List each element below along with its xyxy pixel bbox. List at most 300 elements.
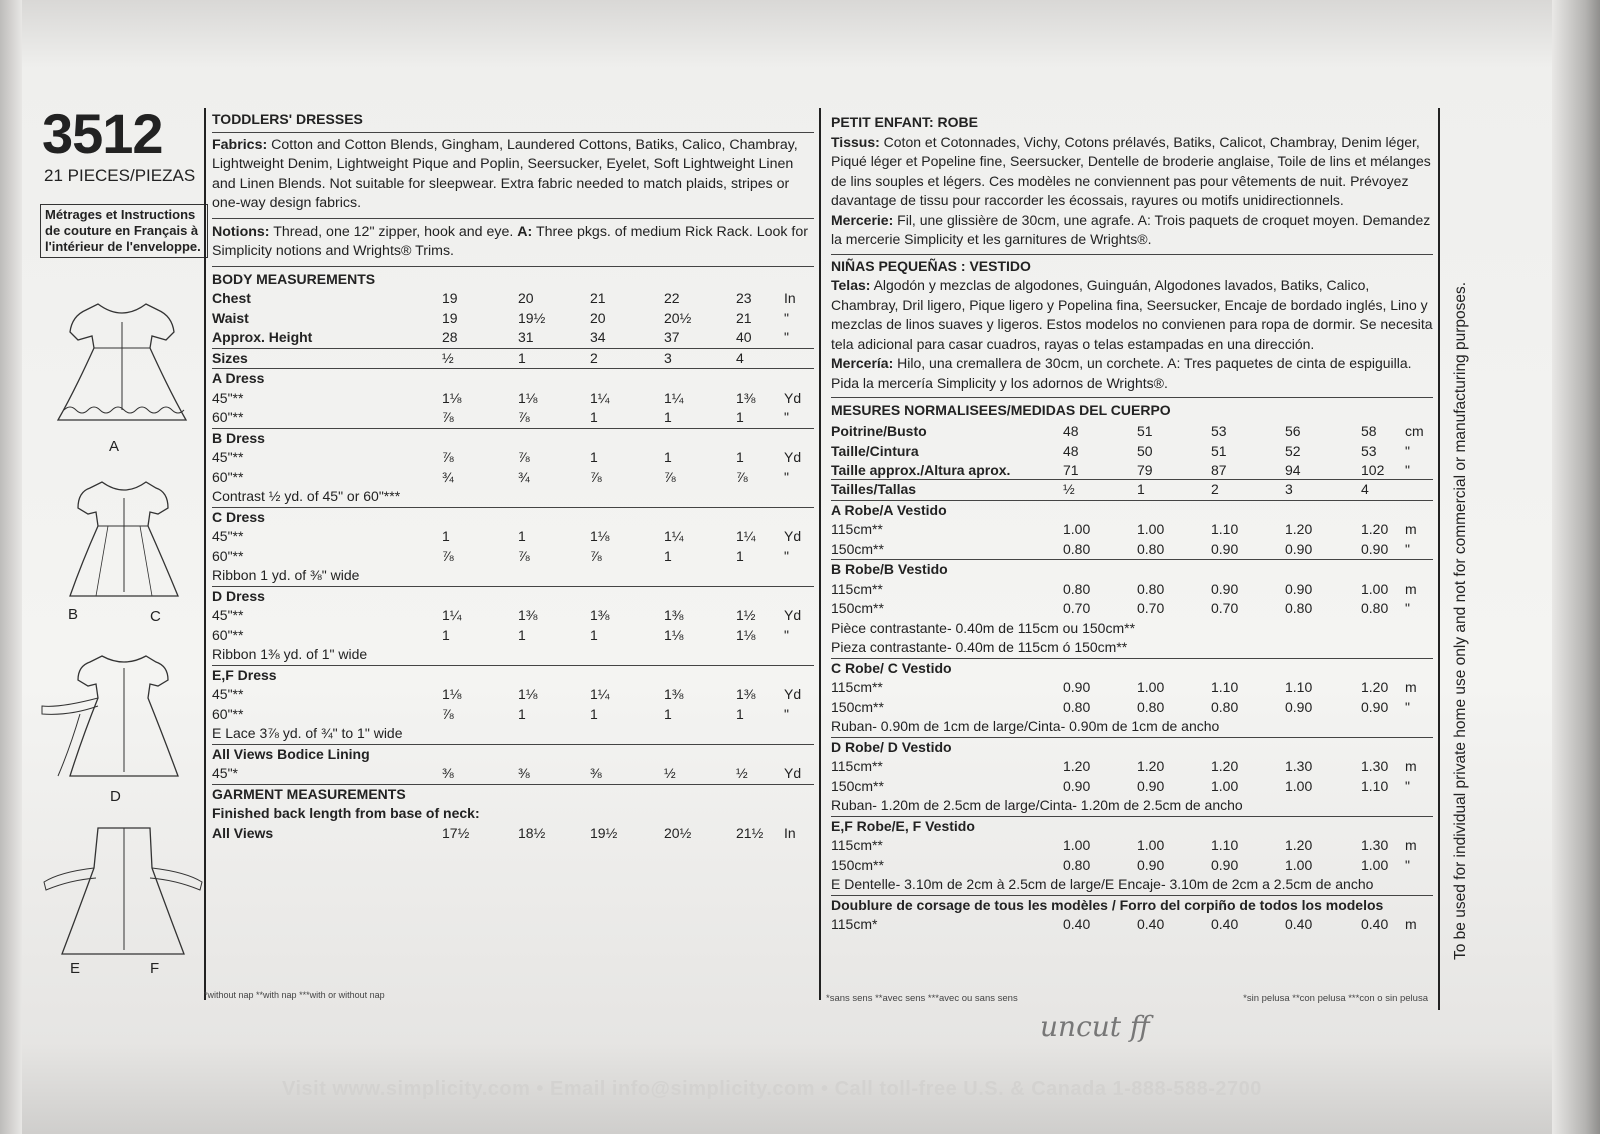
yardage-row <box>212 389 814 409</box>
cell: 20 <box>518 290 534 306</box>
cell: 1.00 <box>1285 856 1313 873</box>
row-label: Taille/Cintura <box>831 442 919 459</box>
row-label: Tailles/Tallas <box>831 480 1063 501</box>
cell: 1.20 <box>1285 837 1313 853</box>
yardage-row <box>212 408 814 428</box>
cell: 0.90 <box>1361 540 1389 557</box>
dress-heading-text: All Views Bodice Lining <box>212 744 814 764</box>
dress-heading-text: D Dress <box>212 586 814 606</box>
row-label: 45"** <box>212 528 244 544</box>
metric-yardage-row <box>831 915 1433 935</box>
cell: ⅞ <box>664 468 676 485</box>
yardage-row <box>212 606 814 626</box>
rule-mid <box>819 108 821 1000</box>
metric-yardage-row <box>831 540 1433 560</box>
row-label: 45"** <box>212 607 244 623</box>
cell: Yd <box>784 686 802 702</box>
cell: 1.10 <box>1211 837 1239 853</box>
cell: 19 <box>442 290 458 306</box>
english-yardage-table <box>212 270 814 844</box>
metric-dress-heading <box>831 895 1433 915</box>
row-label: 45"** <box>212 449 244 465</box>
cell: 1.00 <box>1063 521 1091 537</box>
cell: ⅞ <box>518 547 530 564</box>
cell: 0.80 <box>1063 856 1091 873</box>
cell: 1⅜ <box>664 686 684 702</box>
cell: 21½ <box>736 824 764 841</box>
cell: 1.00 <box>1285 777 1313 794</box>
view-f-label: F <box>150 960 160 977</box>
view-b-label: B <box>68 606 79 623</box>
cell: 21 <box>736 309 752 326</box>
cell: ⅜ <box>590 765 602 781</box>
mercerie-text: Mercerie: Fil, une glissière de 30cm, une agrafe. A: Trois paquets de croquet moyen. Demandez la mercerie Simplicity et les garnitures de Wrights®. <box>831 211 1431 247</box>
row-label: Poitrine/Busto <box>831 423 927 439</box>
metric-dress-extra-text: E Dentelle- 3.10m de 2cm à 2.5cm de large/E Encaje- 3.10m de 2cm a 2.5cm de ancho <box>831 876 1374 892</box>
cell: 1 <box>518 705 526 722</box>
english-title: TODDLERS' DRESSES <box>212 111 363 127</box>
view-d-sketch <box>40 648 205 783</box>
cell: 0.80 <box>1137 540 1165 557</box>
cell: 1⅛ <box>442 686 462 702</box>
cell: 0.90 <box>1137 777 1165 794</box>
yardage-row <box>212 468 814 488</box>
row-label: 150cm** <box>831 856 884 873</box>
cell: 1.20 <box>1361 679 1389 695</box>
cell: 94 <box>1285 462 1301 478</box>
telas-text: Telas: Algodón y mezclas de algodones, Guinguán, Algodones lavados, Batiks, Calico, Chambray, Dril ligero, Pique ligero y Popelina fina, Seersucker, Encaje de bordado inglés, Lino y mezclas de linos suaves y ligeros. Estos modelos no convienen para ropa de dormir. Se necesita tela adicional para casar cuadros, rayas o telas estampadas en una dirección. <box>831 277 1433 352</box>
cell: ⅞ <box>590 547 602 564</box>
cell: 1¼ <box>590 389 610 406</box>
cell: Yd <box>784 389 802 406</box>
cell: " <box>1405 777 1410 794</box>
envelope-left-edge <box>0 0 22 1134</box>
rule-left <box>204 108 206 1000</box>
metric-footnotes: *sans sens **avec sens ***avec ou sans sens *sin pelusa **con pelusa ***con o sin pelusa <box>826 993 1428 1004</box>
cell: " <box>1405 698 1410 715</box>
cell: 37 <box>664 329 680 345</box>
pattern-number: 3512 <box>42 102 163 165</box>
yardage-row <box>212 527 814 547</box>
cell: ½ <box>736 765 748 781</box>
envelope-right-edge <box>1552 0 1600 1134</box>
cell: 1 <box>590 705 598 722</box>
body-row <box>212 309 814 329</box>
dress-extra <box>212 566 814 586</box>
cell: 1.10 <box>1211 521 1239 537</box>
row-label: Chest <box>212 290 251 306</box>
row-label: Taille approx./Altura aprox. <box>831 462 1011 478</box>
yardage-row <box>212 764 814 784</box>
cell: m <box>1405 837 1417 853</box>
dress-heading <box>212 665 814 685</box>
sizes-row <box>212 348 814 369</box>
row-label: 115cm** <box>831 837 883 853</box>
cell: 1⅜ <box>736 686 756 702</box>
cell: 2 <box>590 348 664 369</box>
cell: 1 <box>664 449 672 465</box>
cell: 0.90 <box>1285 580 1313 597</box>
metric-yardage-row <box>831 836 1433 856</box>
cell: 1¼ <box>442 607 462 623</box>
cell: " <box>1405 856 1410 873</box>
row-label: 115cm** <box>831 679 883 695</box>
cell: 1 <box>590 409 598 425</box>
cell: 0.40 <box>1137 916 1165 932</box>
cell: 1⅜ <box>664 607 684 623</box>
dress-heading <box>212 507 814 527</box>
cell: m <box>1405 521 1417 537</box>
cell: 71 <box>1063 462 1079 478</box>
handwritten-note: uncut ff <box>1040 1010 1150 1043</box>
cell: 1.30 <box>1361 837 1389 853</box>
cell: 1.10 <box>1361 777 1389 794</box>
row-label: Sizes <box>212 348 442 369</box>
dress-heading <box>212 428 814 448</box>
cell: 1 <box>736 449 744 465</box>
view-b-c-sketch <box>40 472 205 602</box>
french-spanish-panel <box>831 113 1433 935</box>
cell: 79 <box>1137 462 1153 478</box>
metric-dress-extra <box>831 717 1433 737</box>
cell: 2 <box>1211 480 1285 501</box>
body-measurements-title-text: BODY MEASUREMENTS <box>212 270 376 287</box>
metric-dress-heading <box>831 658 1433 678</box>
row-label: Waist <box>212 309 249 326</box>
cell: 58 <box>1361 423 1377 439</box>
dress-extra-text: Ribbon 1 yd. of ⅜" wide <box>212 567 360 583</box>
cell: 0.70 <box>1137 600 1165 616</box>
cell <box>784 348 814 369</box>
dress-extra-text: Contrast ½ yd. of 45" or 60"*** <box>212 488 401 504</box>
row-label: 60"** <box>212 705 244 722</box>
body-measurements-title <box>212 270 814 290</box>
cell: 1.20 <box>1361 521 1389 537</box>
yardage-row <box>212 626 814 646</box>
usage-notice: To be used for individual private home use only and not for commercial or manufacturing purposes. <box>1452 281 1469 960</box>
metric-yardage-row <box>831 599 1433 619</box>
metric-dress-extra <box>831 638 1433 658</box>
cell: 17½ <box>442 824 470 841</box>
cell: 21 <box>590 290 606 306</box>
cell: 0.80 <box>1285 600 1313 616</box>
cell: 48 <box>1063 423 1079 439</box>
cell: 1¼ <box>736 528 756 544</box>
cell: 1⅜ <box>518 607 538 623</box>
cell: 1.20 <box>1211 758 1239 774</box>
dress-extra-text: E Lace 3⅞ yd. of ¾" to 1" wide <box>212 725 403 741</box>
cell: 31 <box>518 329 534 345</box>
cell: 20½ <box>664 309 692 326</box>
english-panel <box>212 110 814 843</box>
cell: 0.40 <box>1063 916 1091 932</box>
cell: 1⅜ <box>736 389 756 406</box>
garment-measurements-title-text: GARMENT MEASUREMENTS <box>212 784 814 804</box>
metric-dress-heading-text: C Robe/ C Vestido <box>831 658 1433 678</box>
cell: ⅞ <box>590 468 602 485</box>
row-label: 45"** <box>212 389 244 406</box>
metric-dress-heading-text: A Robe/A Vestido <box>831 500 1433 520</box>
cell: " <box>784 329 789 345</box>
cell: 1 <box>518 528 526 544</box>
cell: 0.90 <box>1063 679 1091 695</box>
metric-dress-extra <box>831 619 1433 639</box>
metric-yardage-row <box>831 678 1433 698</box>
metric-body-row <box>831 421 1433 441</box>
cell: 1⅛ <box>518 389 538 406</box>
dress-extra <box>212 487 814 507</box>
cell: ½ <box>1063 480 1137 501</box>
notions-text: Notions: Thread, one 12" zipper, hook and eye. A: Three pkgs. of medium Rick Rack. Look for Simplicity notions and Wrights® Trims. <box>212 223 808 259</box>
dress-heading <box>212 369 814 389</box>
cell: " <box>784 468 789 485</box>
cell: 0.70 <box>1211 600 1239 616</box>
cell: 1 <box>590 626 598 643</box>
cell: ⅞ <box>736 468 748 485</box>
cell: 22 <box>664 290 680 306</box>
metric-dress-extra-text: Ruban- 0.90m de 1cm de large/Cinta- 0.90m de 1cm de ancho <box>831 718 1220 734</box>
cell: 1⅛ <box>442 389 462 406</box>
cell: 0.40 <box>1361 916 1389 932</box>
cell: ¾ <box>442 468 454 485</box>
cell: 52 <box>1285 442 1301 459</box>
dress-heading-text: E,F Dress <box>212 665 814 685</box>
row-label: 115cm** <box>831 521 883 537</box>
cell: 0.80 <box>1361 600 1389 616</box>
cell: 3 <box>664 348 736 369</box>
cell: In <box>784 824 796 841</box>
cell: 1 <box>736 409 744 425</box>
metric-yardage-row <box>831 698 1433 718</box>
cell: 1.00 <box>1361 856 1389 873</box>
cell: " <box>1405 442 1410 459</box>
row-label: 150cm** <box>831 777 884 794</box>
cell: 51 <box>1211 442 1227 459</box>
view-a-sketch <box>40 292 205 432</box>
yardage-row <box>212 705 814 725</box>
cell: Yd <box>784 765 802 781</box>
cell: 1.00 <box>1137 837 1165 853</box>
cell: 1.00 <box>1211 777 1239 794</box>
row-label: 150cm** <box>831 540 884 557</box>
metric-body-title-text: MESURES NORMALISEES/MEDIDAS DEL CUERPO <box>831 402 1171 418</box>
cell: 48 <box>1063 442 1079 459</box>
cell: 4 <box>1361 480 1405 501</box>
yardage-row <box>212 448 814 468</box>
dress-extra-text: Ribbon 1⅜ yd. of 1" wide <box>212 646 368 662</box>
dress-extra <box>212 645 814 665</box>
metric-yardage-row <box>831 856 1433 876</box>
cell: 19½ <box>590 824 618 841</box>
row-label: 115cm** <box>831 758 883 774</box>
garment-subtitle-text: Finished back length from base of neck: <box>212 805 480 821</box>
cell: 1½ <box>736 607 756 623</box>
cell: 28 <box>442 329 458 345</box>
cell <box>1405 480 1433 501</box>
row-label: 45"* <box>212 765 238 781</box>
dress-heading <box>212 744 814 764</box>
french-title: PETIT ENFANT: ROBE <box>831 114 979 130</box>
row-label: 45"** <box>212 686 244 702</box>
yardage-row <box>212 547 814 567</box>
cell: 51 <box>1137 423 1153 439</box>
cell: ⅞ <box>442 547 454 564</box>
row-label: 60"** <box>212 626 244 643</box>
cell: Yd <box>784 607 802 623</box>
cell: 4 <box>736 348 784 369</box>
metric-dress-heading-text: E,F Robe/E, F Vestido <box>831 816 1433 836</box>
cell: 0.40 <box>1285 916 1313 932</box>
cell: ⅞ <box>518 409 530 425</box>
cell: ⅞ <box>442 449 454 465</box>
rule-right <box>1438 108 1440 1010</box>
yardage-row <box>212 685 814 705</box>
row-label: 115cm* <box>831 916 878 932</box>
cell: 23 <box>736 290 752 306</box>
metric-dress-heading-text: D Robe/ D Vestido <box>831 737 1433 757</box>
view-d-label: D <box>110 788 121 805</box>
cell: ¾ <box>518 468 530 485</box>
cell: 0.90 <box>1137 856 1165 873</box>
row-label: 150cm** <box>831 698 884 715</box>
cell: 50 <box>1137 442 1153 459</box>
metric-yardage-row <box>831 580 1433 600</box>
contact-footer: Visit www.simplicity.com • Email info@simplicity.com • Call toll-free U.S. & Canada 1-888-588-2700 <box>282 1078 1262 1100</box>
cell: m <box>1405 679 1417 695</box>
cell: ⅞ <box>442 705 454 722</box>
cell: 0.90 <box>1285 540 1313 557</box>
cell: " <box>1405 462 1410 478</box>
cell: ⅞ <box>442 409 454 425</box>
cell: 1⅛ <box>664 626 684 643</box>
cell: 1.00 <box>1063 837 1091 853</box>
cell: 56 <box>1285 423 1301 439</box>
cell: 0.90 <box>1063 777 1091 794</box>
cell: 1 <box>518 348 590 369</box>
cell: 1.10 <box>1285 679 1313 695</box>
cell: cm <box>1405 423 1424 439</box>
metric-yardage-row <box>831 520 1433 540</box>
metric-dress-extra-text: Pieza contrastante- 0.40m de 115cm ó 150cm** <box>831 639 1128 655</box>
metric-body-title <box>831 401 1433 421</box>
cell: 1¼ <box>664 389 684 406</box>
cell: 20½ <box>664 824 692 841</box>
garment-row <box>212 824 814 844</box>
cell: In <box>784 290 796 306</box>
cell: 1 <box>1137 480 1211 501</box>
row-label: 60"** <box>212 547 244 564</box>
cell: Yd <box>784 449 802 465</box>
spanish-title: NIÑAS PEQUEÑAS : VESTIDO <box>831 257 1031 274</box>
cell: 1.00 <box>1137 521 1165 537</box>
cell: 53 <box>1211 423 1227 439</box>
cell: ½ <box>664 765 676 781</box>
body-row <box>212 289 814 309</box>
row-label: 60"** <box>212 468 244 485</box>
cell: 1 <box>442 528 450 544</box>
cell: 0.70 <box>1063 600 1091 616</box>
cell: 1.20 <box>1137 758 1165 774</box>
cell: 87 <box>1211 462 1227 478</box>
cell: ½ <box>442 348 518 369</box>
metric-dress-extra <box>831 875 1433 895</box>
cell: ⅜ <box>442 765 454 781</box>
metric-dress-heading-text: Doublure de corsage de tous les modèles / Forro del corpiño de todos los modelos <box>831 895 1433 915</box>
cell: 20 <box>590 309 606 326</box>
row-label: Approx. Height <box>212 329 313 345</box>
view-e-f-sketch <box>40 822 205 962</box>
cell: 3 <box>1285 480 1361 501</box>
french-instructions-note: Métrages et Instructions de couture en Français à l'intérieur de l'enveloppe. <box>40 204 208 258</box>
cell: " <box>1405 600 1410 616</box>
cell: " <box>784 309 789 326</box>
view-a-label: A <box>109 438 120 455</box>
cell: ⅜ <box>518 765 530 781</box>
metric-dress-heading <box>831 500 1433 520</box>
cell: " <box>784 626 789 643</box>
metric-dress-extra-text: Pièce contrastante- 0.40m de 115cm ou 150cm** <box>831 619 1136 636</box>
view-c-label: C <box>150 608 161 625</box>
body-row <box>212 328 814 348</box>
english-footnote: *without nap **with nap ***with or without nap <box>204 990 385 1000</box>
cell: 1⅛ <box>518 686 538 702</box>
cell: Yd <box>784 528 802 544</box>
garment-subtitle <box>212 804 814 824</box>
cell: 0.80 <box>1211 698 1239 715</box>
pieces-count: 21 PIECES/PIEZAS <box>44 166 196 185</box>
cell: m <box>1405 916 1417 932</box>
dress-heading-text: B Dress <box>212 428 814 448</box>
cell: 19½ <box>518 309 546 326</box>
cell: 0.80 <box>1063 540 1091 557</box>
cell: 34 <box>590 329 606 345</box>
metric-yardage-row <box>831 757 1433 777</box>
dress-heading <box>212 586 814 606</box>
dress-heading-text: C Dress <box>212 507 814 527</box>
garment-measurements-title <box>212 784 814 804</box>
cell: 1.10 <box>1211 679 1239 695</box>
cell: 0.80 <box>1137 580 1165 597</box>
cell: 0.90 <box>1211 856 1239 873</box>
metric-sizes-row <box>831 480 1433 501</box>
fabrics-text: Fabrics: Cotton and Cotton Blends, Gingham, Laundered Cottons, Batiks, Calico, Chambray, Lightweight Denim, Lightweight Pique and Poplin, Seersucker, Eyelet, Soft Lightweight Linen and Linen Blends. Not suitable for sleepwear. Extra fabric needed to match plaids, stripes or one-way design fabrics. <box>212 136 798 211</box>
metric-dress-heading <box>831 816 1433 836</box>
cell: 1 <box>590 449 598 465</box>
cell: 1¼ <box>664 528 684 544</box>
cell: 1.00 <box>1137 679 1165 695</box>
cell: m <box>1405 758 1417 774</box>
row-label: All Views <box>212 824 274 841</box>
cell: 1.20 <box>1063 758 1091 774</box>
cell: 1.00 <box>1361 580 1389 597</box>
cell: 1⅛ <box>590 528 610 544</box>
metric-dress-heading-text: B Robe/B Vestido <box>831 560 1433 580</box>
row-label: 60"** <box>212 409 244 425</box>
cell: 1 <box>664 547 672 564</box>
cell: 1.30 <box>1361 758 1389 774</box>
metric-body-row <box>831 440 1433 460</box>
metric-yardage-table <box>831 401 1433 935</box>
cell: ⅞ <box>518 449 530 465</box>
metric-yardage-row <box>831 777 1433 797</box>
view-e-label: E <box>70 960 81 977</box>
cell: 0.90 <box>1211 580 1239 597</box>
cell: 1 <box>736 705 744 722</box>
cell: 19 <box>442 309 458 326</box>
row-label: 115cm** <box>831 580 883 597</box>
cell: " <box>1405 540 1410 557</box>
metric-body-row <box>831 460 1433 480</box>
